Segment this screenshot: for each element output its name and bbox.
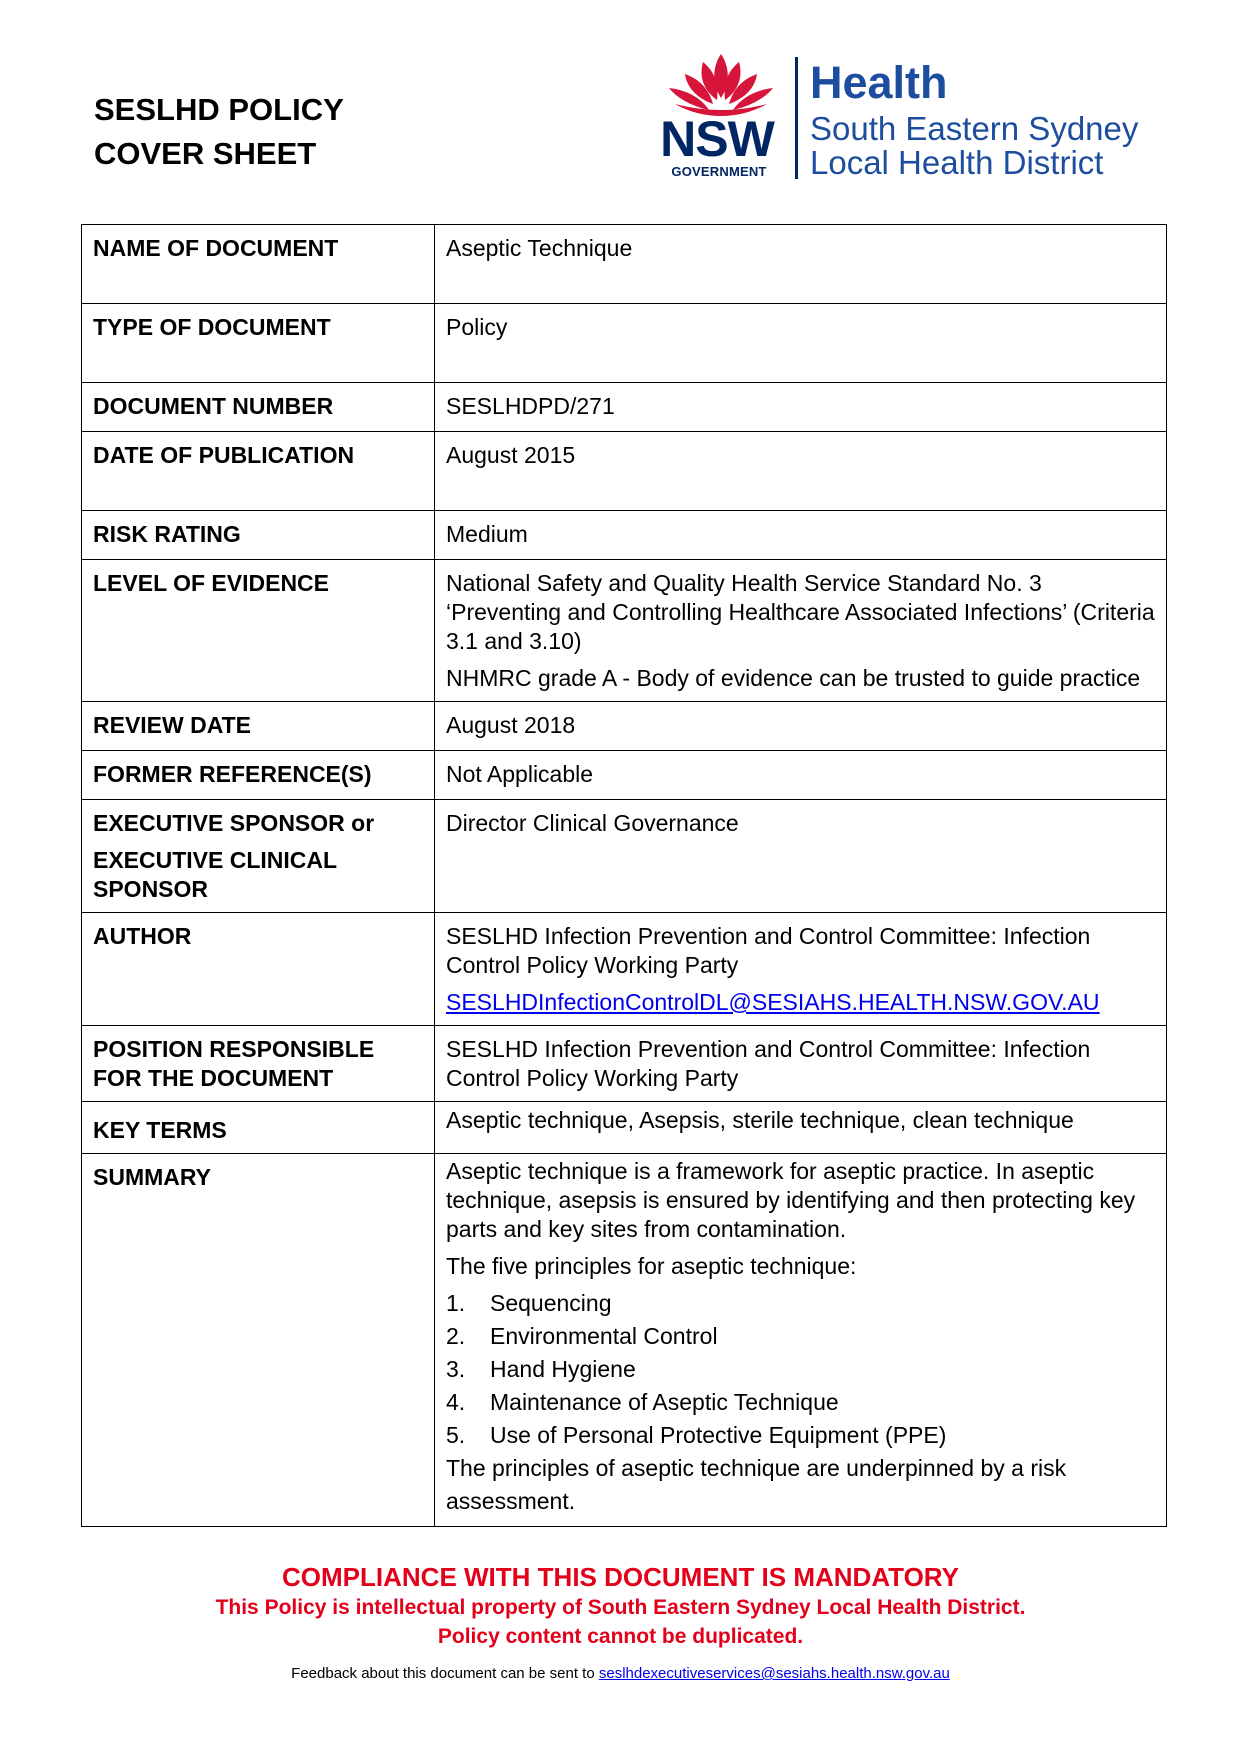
- row-label: KEY TERMS: [82, 1102, 435, 1154]
- table-row: [82, 560, 1167, 702]
- district-name-line-2: Local Health District: [810, 144, 1104, 181]
- list-item: [446, 1287, 1155, 1320]
- list-text: Sequencing: [490, 1290, 612, 1316]
- row-value: Aseptic technique, Asepsis, sterile technique, clean technique: [435, 1102, 1167, 1154]
- ip-notice-line-1: This Policy is intellectual property of South Eastern Sydney Local Health District.: [215, 1596, 1026, 1619]
- row-label: FORMER REFERENCE(S): [82, 751, 435, 800]
- evidence-grade: NHMRC grade A - Body of evidence can be trusted to guide practice: [446, 665, 1141, 691]
- list-number: 1.: [446, 1290, 466, 1316]
- district-name-line-1: South Eastern Sydney: [810, 110, 1139, 147]
- author-email-link[interactable]: SESLHDInfectionControlDL@SESIAHS.HEALTH.NSW.GOV.AU: [446, 989, 1100, 1015]
- row-label: POSITION RESPONSIBLE FOR THE DOCUMENT: [82, 1026, 435, 1102]
- summary-closing: The principles of aseptic technique are underpinned by a risk assessment.: [446, 1455, 1067, 1514]
- summary-intro: Aseptic technique is a framework for aseptic practice. In aseptic technique, asepsis is ensured by identifying and then protecting key parts and key sites from contamination.: [446, 1158, 1136, 1242]
- table-row: [82, 1154, 1167, 1527]
- sponsor-label-line-1: EXECUTIVE SPONSOR or: [93, 810, 375, 836]
- list-text: Maintenance of Aseptic Technique: [490, 1389, 839, 1415]
- principles-list: [446, 1287, 1155, 1452]
- page-title-line-2: COVER SHEET: [94, 136, 317, 171]
- nsw-wordmark: NSW: [660, 111, 774, 167]
- table-row: [82, 800, 1167, 913]
- list-text: Hand Hygiene: [490, 1356, 636, 1382]
- row-value: August 2015: [435, 432, 1167, 511]
- table-row: [82, 751, 1167, 800]
- list-item: [446, 1419, 1155, 1452]
- table-row: [82, 383, 1167, 432]
- row-value: SESLHDPD/271: [435, 383, 1167, 432]
- table-row: [82, 225, 1167, 304]
- health-wordmark: Health: [810, 57, 948, 108]
- row-label: DATE OF PUBLICATION: [82, 432, 435, 511]
- table-row: [82, 1026, 1167, 1102]
- author-name: SESLHD Infection Prevention and Control Committee: Infection Control Policy Working Party: [446, 923, 1091, 978]
- row-label: [82, 800, 435, 913]
- sponsor-label-line-2: EXECUTIVE CLINICAL SPONSOR: [93, 847, 337, 902]
- government-wordmark: GOVERNMENT: [671, 164, 767, 179]
- row-label: DOCUMENT NUMBER: [82, 383, 435, 432]
- table-row: [82, 304, 1167, 383]
- row-label: REVIEW DATE: [82, 702, 435, 751]
- row-label: NAME OF DOCUMENT: [82, 225, 435, 304]
- table-row: [82, 702, 1167, 751]
- row-value: August 2018: [435, 702, 1167, 751]
- principles-heading: The five principles for aseptic technique:: [446, 1253, 857, 1279]
- row-label: LEVEL OF EVIDENCE: [82, 560, 435, 702]
- list-item: [446, 1320, 1155, 1353]
- feedback-email-link[interactable]: seslhdexecutiveservices@sesiahs.health.nsw.gov.au: [598, 1665, 950, 1682]
- row-label: TYPE OF DOCUMENT: [82, 304, 435, 383]
- waratah-flower-icon: [661, 52, 781, 120]
- row-value: SESLHD Infection Prevention and Control Committee: Infection Control Policy Working Party: [435, 1026, 1167, 1102]
- list-number: 4.: [446, 1389, 466, 1415]
- evidence-standard: National Safety and Quality Health Service Standard No. 3 ‘Preventing and Controlling Healthcare Associated Infections’ (Criteria 3.1 and 3.10): [446, 570, 1155, 654]
- row-value: Policy: [435, 304, 1167, 383]
- feedback-line: [0, 1665, 1241, 1682]
- row-value: [435, 560, 1167, 702]
- row-value: [435, 1154, 1167, 1527]
- row-label: AUTHOR: [82, 913, 435, 1026]
- row-label: RISK RATING: [82, 511, 435, 560]
- row-value: Director Clinical Governance: [435, 800, 1167, 913]
- table-row: [82, 1102, 1167, 1154]
- list-item: [446, 1353, 1155, 1386]
- ip-notice-line-2: Policy content cannot be duplicated.: [437, 1625, 804, 1648]
- list-number: 2.: [446, 1323, 466, 1349]
- row-value: Not Applicable: [435, 751, 1167, 800]
- row-label: SUMMARY: [82, 1154, 435, 1527]
- list-item: [446, 1386, 1155, 1419]
- logo-divider: [795, 57, 798, 179]
- list-number: 3.: [446, 1356, 466, 1382]
- nsw-health-logo: [655, 52, 1175, 184]
- table-row: [82, 432, 1167, 511]
- list-number: 5.: [446, 1422, 466, 1448]
- cover-sheet-table: [81, 224, 1167, 1527]
- list-text: Environmental Control: [490, 1323, 718, 1349]
- row-value: Aseptic Technique: [435, 225, 1167, 304]
- list-text: Use of Personal Protective Equipment (PPE): [490, 1422, 947, 1448]
- compliance-notice: COMPLIANCE WITH THIS DOCUMENT IS MANDATORY: [282, 1562, 959, 1592]
- table-row: [82, 913, 1167, 1026]
- page-title-line-1: SESLHD POLICY: [94, 92, 344, 127]
- table-row: [82, 511, 1167, 560]
- row-value: [435, 913, 1167, 1026]
- feedback-text: Feedback about this document can be sent to: [291, 1665, 595, 1682]
- district-name: [810, 112, 1138, 180]
- page-title: [94, 88, 344, 176]
- row-value: Medium: [435, 511, 1167, 560]
